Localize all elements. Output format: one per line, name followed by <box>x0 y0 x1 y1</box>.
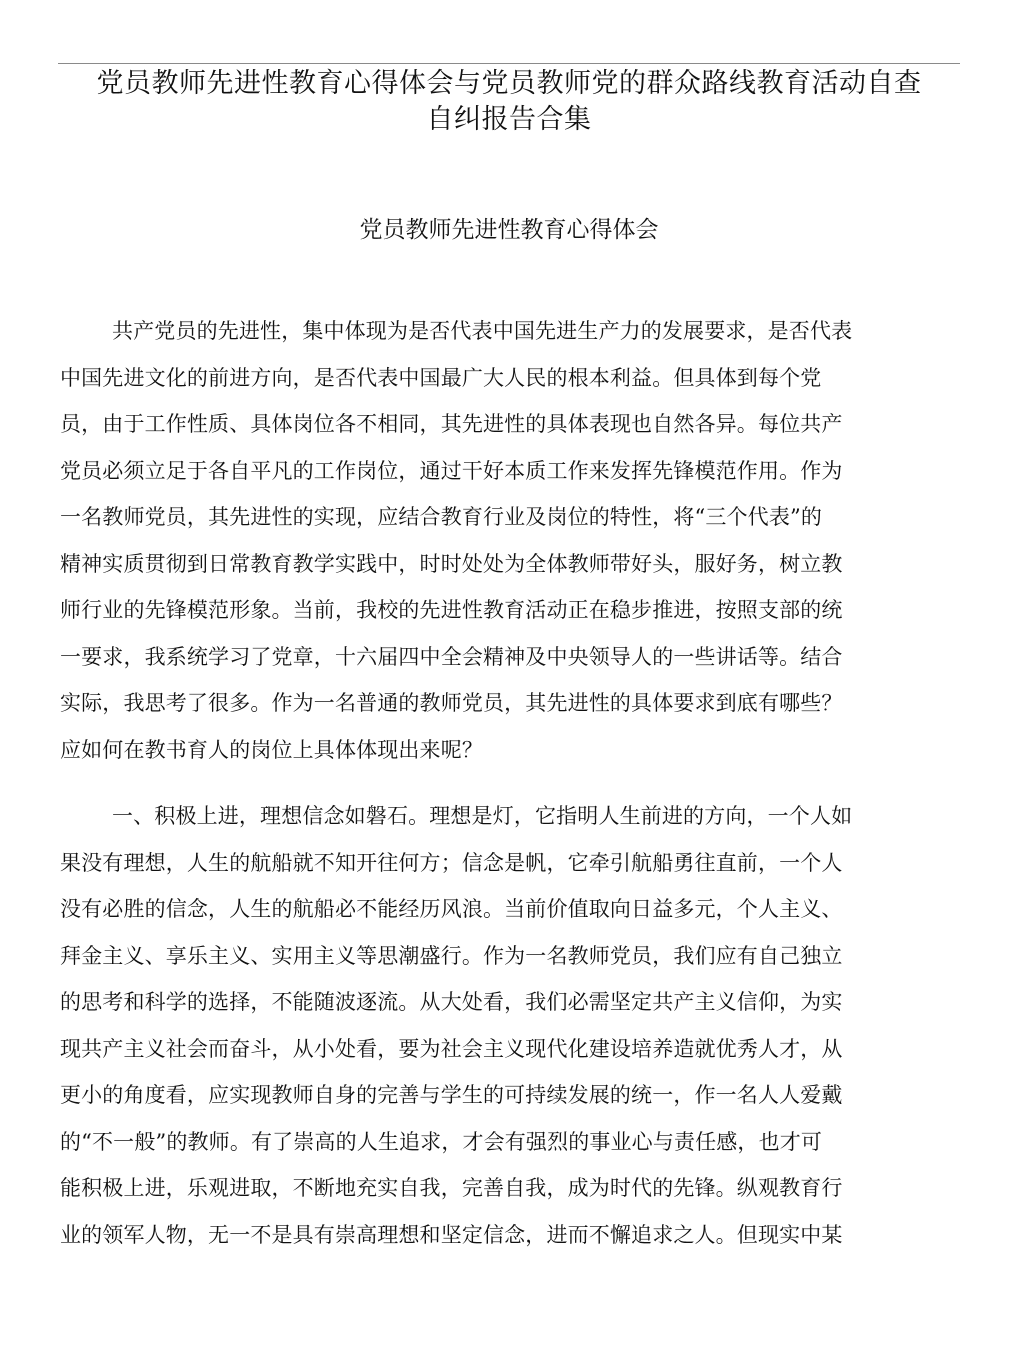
paragraph-line: 一要求，我系统学习了党章，十六届四中全会精神及中央领导人的一些讲话等。结合 <box>60 644 843 669</box>
paragraph-line: 党员必须立足于各自平凡的工作岗位，通过干好本质工作来发挥先锋模范作用。作为 <box>60 458 843 483</box>
paragraph-line: 的思考和科学的选择，不能随波逐流。从大处看，我们必需坚定共产主义信仰，为实 <box>60 990 843 1014</box>
paragraph-line: 没有必胜的信念，人生的航船必不能经历风浪。当前价值取向日益多元，个人主义、 <box>60 897 843 921</box>
body-paragraph <box>60 793 940 1258</box>
paragraph-line: 果没有理想，人生的航船就不知开往何方；信念是帆，它牵引航船勇往直前，一个人 <box>60 850 843 875</box>
paragraph-line: 拜金主义、享乐主义、实用主义等思潮盛行。作为一名教师党员，我们应有自己独立 <box>60 943 843 968</box>
section-title: 党员教师先进性教育心得体会 <box>359 217 659 243</box>
paragraph-line: 师行业的先锋模范形象。当前，我校的先进性教育活动正在稳步推进，按照支部的统 <box>60 598 843 622</box>
paragraph-line: 员，由于工作性质、具体岗位各不相同，其先进性的具体表现也自然各异。每位共产 <box>60 412 843 436</box>
header-rule <box>58 63 960 64</box>
paragraph-line: 实际，我思考了很多。作为一名普通的教师党员，其先进性的具体要求到底有哪些？ <box>60 691 843 715</box>
paragraph-line: 一、积极上进，理想信念如磐石。理想是灯，它指明人生前进的方向，一个人如 <box>112 804 853 828</box>
paragraph-line: 的“不一般”的教师。有了崇高的人生追求，才会有强烈的事业心与责任感，也才可 <box>60 1129 823 1154</box>
paragraph-line: 精神实质贯彻到日常教育教学实践中，时时处处为全体教师带好头，服好务，树立教 <box>60 551 843 576</box>
document-title <box>58 66 960 138</box>
paragraph-line: 一名教师党员，其先进性的实现，应结合教育行业及岗位的特性，将“三个代表”的 <box>60 505 823 529</box>
document-title-line: 自纠报告合集 <box>426 104 592 135</box>
paragraph-line: 业的领军人物，无一不是具有崇高理想和坚定信念，进而不懈追求之人。但现实中某 <box>60 1222 843 1247</box>
body-paragraph <box>60 308 940 773</box>
paragraph-line: 应如何在教书育人的岗位上具体体现出来呢？ <box>60 737 483 762</box>
document-title-line: 党员教师先进性教育心得体会与党员教师党的群众路线教育活动自查 <box>96 68 922 99</box>
paragraph-line: 更小的角度看，应实现教师自身的完善与学生的可持续发展的统一，作一名人人爱戴 <box>60 1083 843 1107</box>
paragraph-line: 中国先进文化的前进方向，是否代表中国最广大人民的根本利益。但具体到每个党 <box>60 365 822 390</box>
paragraph-line: 能积极上进，乐观进取，不断地充实自我，完善自我，成为时代的先锋。纵观教育行 <box>60 1176 843 1200</box>
paragraph-line: 现共产主义社会而奋斗，从小处看，要为社会主义现代化建设培养造就优秀人才，从 <box>60 1036 843 1061</box>
paragraph-line: 共产党员的先进性，集中体现为是否代表中国先进生产力的发展要求，是否代表 <box>112 319 853 343</box>
